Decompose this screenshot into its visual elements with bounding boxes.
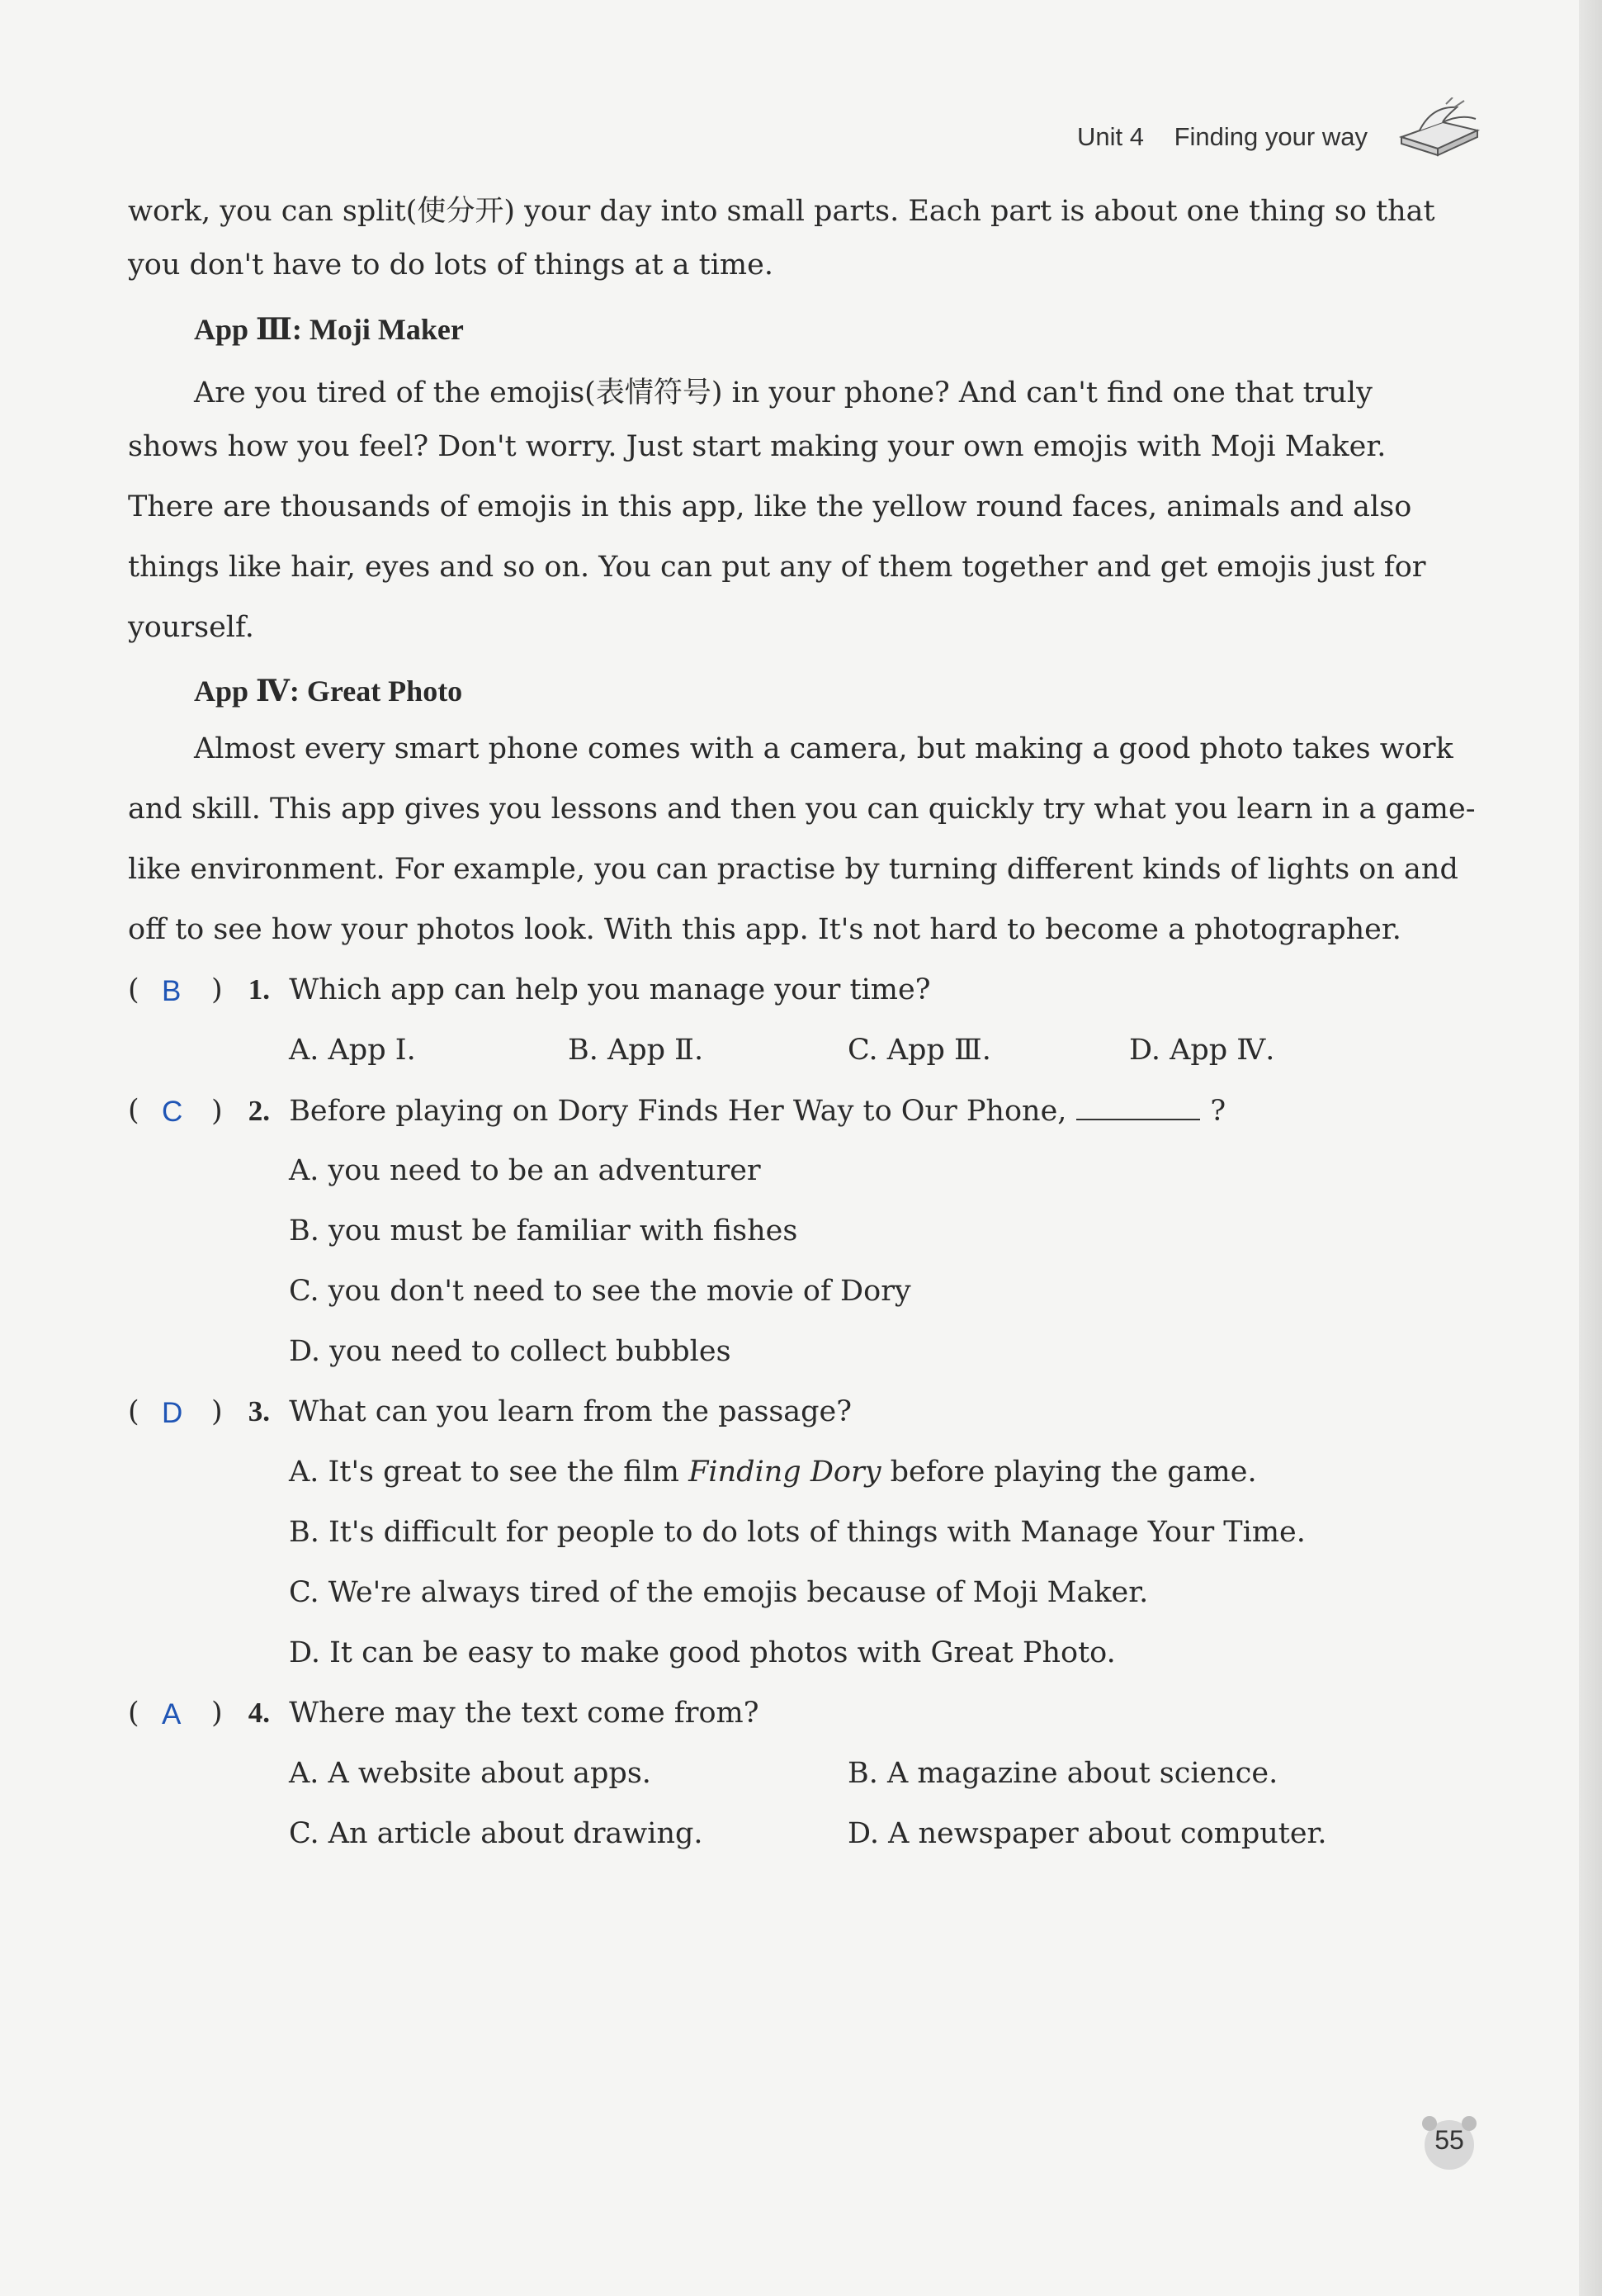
question-3	[128, 1395, 139, 1428]
unit-label: Unit 4	[1077, 122, 1144, 151]
paren-close: )	[211, 1095, 223, 1128]
option-a: A. you need to be an adventurer	[289, 1154, 761, 1187]
answer-1: B	[162, 975, 182, 1007]
page-number: 55	[1434, 2125, 1464, 2155]
question-2	[128, 1094, 139, 1127]
passage-line: Are you tired of the emojis(表情符号) in your phone? And can't find one that truly	[194, 376, 1373, 409]
unit-title: Finding your way	[1174, 122, 1368, 151]
option-letter: A.	[289, 1456, 319, 1489]
passage-line: work, you can split(使分开) your day into small parts. Each part is about one thing so that	[128, 195, 1435, 228]
app4-heading: App Ⅳ: Great Photo	[194, 675, 463, 708]
passage-line: off to see how your photos look. With this app. It's not hard to become a photographer.	[128, 913, 1401, 946]
question-3-stem	[211, 1395, 852, 1428]
option-a	[289, 1456, 1257, 1489]
option-text: It's great to see the film	[328, 1456, 679, 1489]
question-number: 1.	[248, 973, 271, 1006]
question-stem: What can you learn from the passage?	[289, 1395, 853, 1428]
passage-line: and skill. This app gives you lessons and then you can quickly try what you learn in a game-	[128, 793, 1476, 826]
passage-line: Almost every smart phone comes with a camera, but making a good photo takes work	[194, 732, 1453, 765]
book-icon	[1395, 97, 1486, 163]
option-b: B. you must be familiar with fishes	[289, 1214, 798, 1247]
paren-close: )	[211, 1697, 223, 1730]
option-c: C. you don't need to see the movie of Dory	[289, 1275, 911, 1308]
passage-line: you don't have to do lots of things at a time.	[128, 249, 773, 282]
option-d: D. you need to collect bubbles	[289, 1335, 731, 1368]
question-number: 4.	[248, 1697, 271, 1729]
option-b: B. A magazine about science.	[848, 1757, 1278, 1790]
answer-blank	[1076, 1094, 1200, 1120]
paren-open: (	[128, 1395, 139, 1428]
option-d: D. A newspaper about computer.	[848, 1817, 1327, 1850]
paren-close: )	[211, 1395, 223, 1428]
question-stem: Which app can help you manage your time?	[289, 973, 931, 1006]
paren-open: (	[128, 1094, 139, 1127]
question-2-stem	[211, 1094, 1226, 1128]
question-4	[128, 1697, 139, 1730]
option-a: A. A website about apps.	[289, 1757, 651, 1790]
question-stem: Before playing on Dory Finds Her Way to Our Phone,	[289, 1095, 1067, 1128]
option-b: B. App Ⅱ.	[568, 1034, 704, 1067]
paren-open: (	[128, 1697, 139, 1730]
page-number-badge	[1413, 2114, 1486, 2171]
running-header	[1077, 122, 1368, 152]
question-number: 2.	[248, 1095, 271, 1127]
answer-3: D	[162, 1397, 183, 1429]
option-d: D. App Ⅳ.	[1129, 1034, 1275, 1067]
passage-line: things like hair, eyes and so on. You can put any of them together and get emojis just for	[128, 551, 1426, 584]
film-title: Finding Dory	[688, 1456, 881, 1489]
option-c: C. An article about drawing.	[289, 1817, 703, 1850]
page-edge-shadow	[1579, 0, 1602, 2296]
passage-line: shows how you feel? Don't worry. Just start making your own emojis with Moji Maker.	[128, 430, 1387, 463]
passage-line: like environment. For example, you can practise by turning different kinds of lights on and	[128, 853, 1458, 886]
option-d: D. It can be easy to make good photos with Great Photo.	[289, 1636, 1116, 1669]
question-1-stem	[211, 973, 930, 1006]
option-a: A. App Ⅰ.	[289, 1034, 416, 1067]
option-text: before playing the game.	[890, 1456, 1257, 1489]
question-number: 3.	[248, 1395, 271, 1427]
option-c: C. App Ⅲ.	[848, 1034, 991, 1067]
passage-line: There are thousands of emojis in this app, like the yellow round faces, animals and also	[128, 490, 1412, 523]
question-4-stem	[211, 1697, 759, 1730]
question-mark: ?	[1210, 1095, 1226, 1128]
answer-2: C	[162, 1096, 183, 1128]
question-1	[128, 973, 139, 1006]
paren-close: )	[211, 973, 223, 1006]
question-stem: Where may the text come from?	[289, 1697, 759, 1730]
answer-4: A	[162, 1698, 182, 1730]
option-b: B. It's difficult for people to do lots of things with Manage Your Time.	[289, 1516, 1306, 1549]
paren-open: (	[128, 973, 139, 1006]
passage-line: yourself.	[128, 611, 254, 644]
option-c: C. We're always tired of the emojis because of Moji Maker.	[289, 1576, 1149, 1609]
app3-heading: App Ⅲ: Moji Maker	[194, 313, 464, 346]
